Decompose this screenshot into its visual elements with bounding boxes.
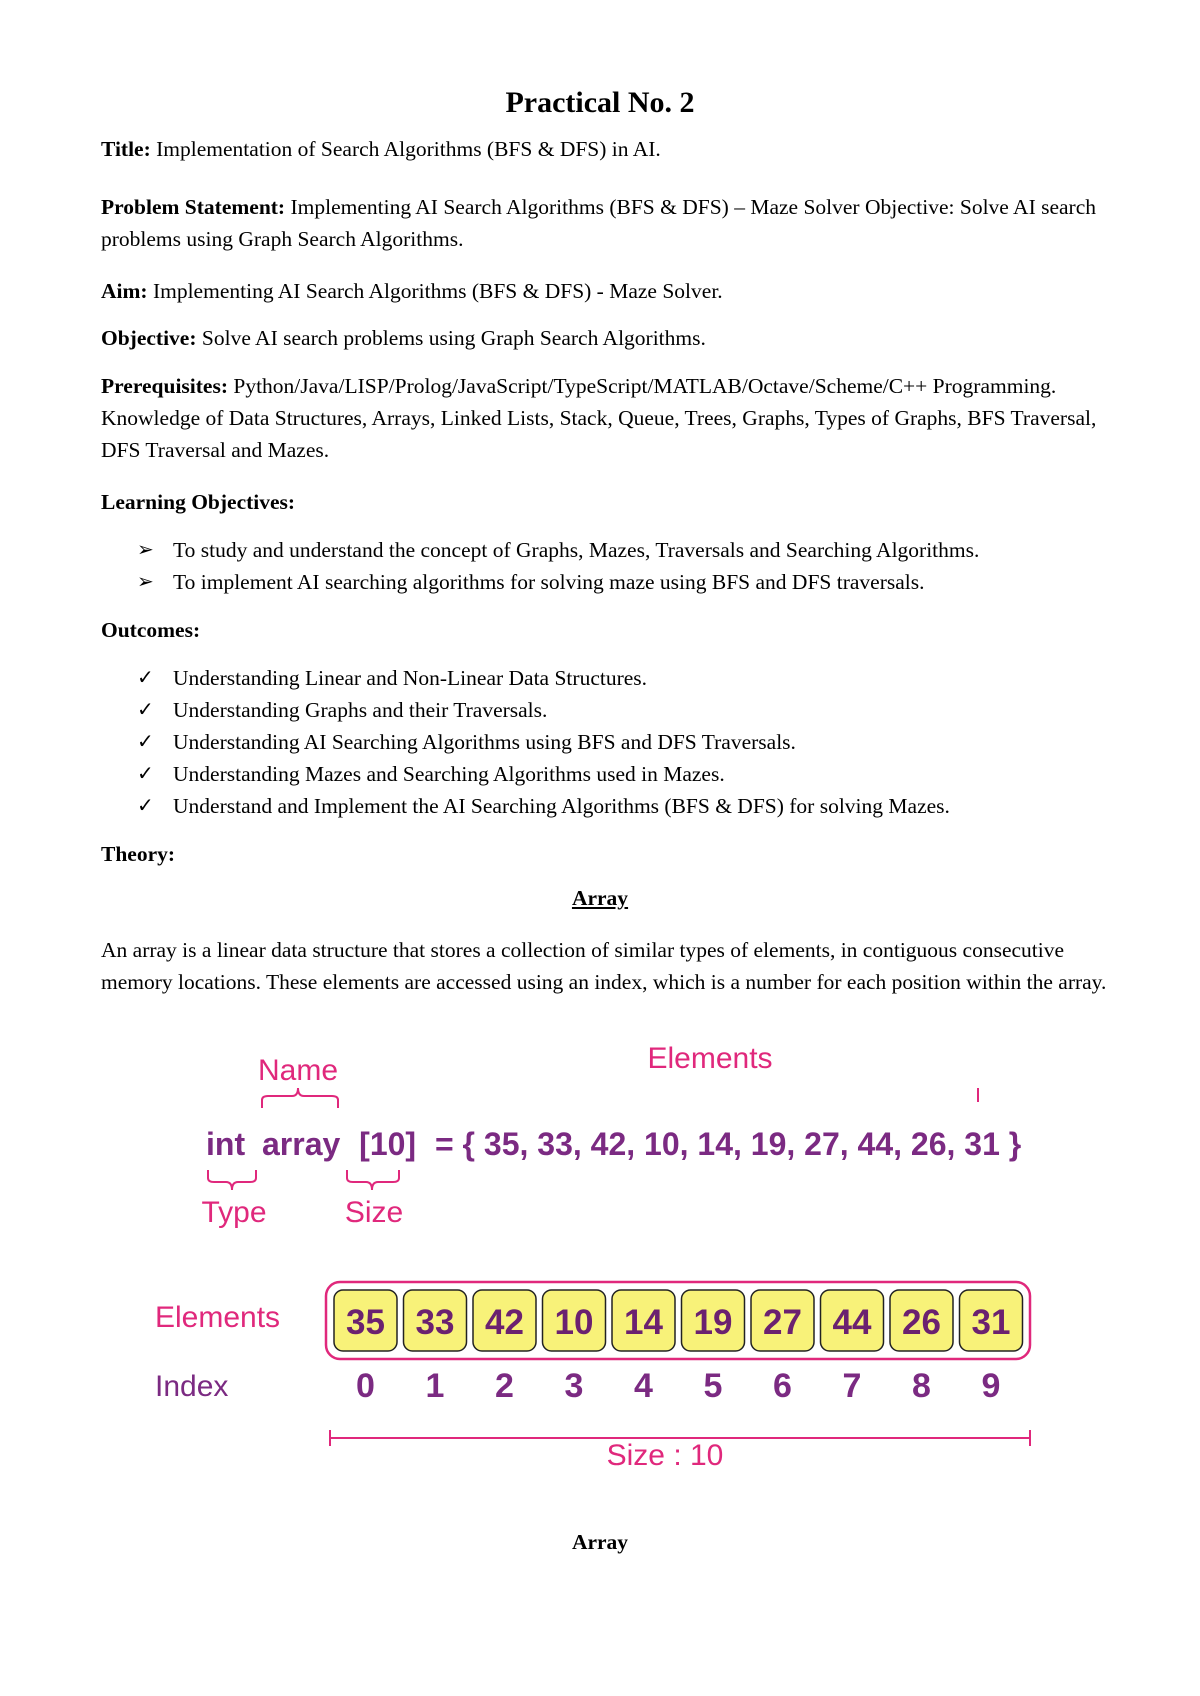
index-row-label: Index xyxy=(155,1370,229,1403)
array-index: 9 xyxy=(981,1367,1001,1405)
outcomes-list xyxy=(101,662,1141,822)
type-brace xyxy=(208,1170,256,1190)
checkmark-icon: ✓ xyxy=(137,795,154,817)
code-size: [10] xyxy=(359,1126,417,1162)
code-type: int xyxy=(206,1126,246,1162)
aim-field xyxy=(101,275,1141,307)
array-subheading: Array xyxy=(571,886,629,910)
list-item: ✓ Understanding AI Searching Algorithms using BFS and DFS Traversals. xyxy=(101,726,1141,758)
array-indices xyxy=(356,1367,1000,1405)
size-brace xyxy=(347,1170,399,1190)
name-label: Name xyxy=(257,1054,339,1087)
type-label: Type xyxy=(201,1196,267,1229)
checkmark-icon: ✓ xyxy=(137,763,154,785)
elements-row-label: Elements xyxy=(155,1301,281,1334)
outcomes-heading: Outcomes: xyxy=(101,618,201,642)
code-name: array xyxy=(261,1126,341,1162)
problem-text: Implementing AI Search Algorithms (BFS & DFS) – Maze Solver Objective: Solve AI search problems using Graph Search Algorithms. xyxy=(101,195,1097,251)
array-index: 1 xyxy=(425,1367,445,1405)
learning-objectives-list xyxy=(101,534,1141,598)
objective-label: Objective: xyxy=(101,326,197,350)
array-cells xyxy=(334,1290,1023,1351)
page-title: Practical No. 2 xyxy=(505,86,695,119)
size-label: Size xyxy=(344,1196,404,1229)
array-index: 4 xyxy=(634,1367,653,1405)
elements-top-label: Elements xyxy=(647,1042,773,1075)
array-index: 7 xyxy=(842,1367,862,1405)
list-item: ➢ To study and understand the concept of Graphs, Mazes, Traversals and Searching Algorithms. xyxy=(101,534,1141,566)
array-cell-value: 31 xyxy=(971,1303,1011,1342)
title-label: Title: xyxy=(101,137,151,161)
theory-heading: Theory: xyxy=(101,842,176,866)
array-cell-value: 14 xyxy=(624,1303,663,1342)
array-cell-value: 26 xyxy=(902,1303,941,1342)
checkmark-icon: ✓ xyxy=(137,699,154,721)
problem-label: Problem Statement: xyxy=(101,195,286,219)
title-field xyxy=(101,133,1141,165)
array-index: 0 xyxy=(356,1367,375,1405)
checkmark-icon: ✓ xyxy=(137,731,154,753)
array-cell-value: 10 xyxy=(554,1303,594,1342)
figure-caption: Array xyxy=(571,1530,629,1554)
array-paragraph: An array is a linear data structure that stores a collection of similar types of elements, in contiguous consecutive memory locations. These elements are accessed using an index, which is a number for each position within the array. xyxy=(101,938,1107,994)
list-item: ✓ Understanding Graphs and their Traversals. xyxy=(101,694,1141,726)
list-item: ✓ Understand and Implement the AI Searching Algorithms (BFS & DFS) for solving Mazes. xyxy=(101,790,1141,822)
array-cell-value: 19 xyxy=(693,1303,733,1342)
list-item: ✓ Understanding Linear and Non-Linear Data Structures. xyxy=(101,662,1141,694)
arrow-bullet-icon: ➢ xyxy=(137,571,154,593)
list-item: ➢ To implement AI searching algorithms for solving maze using BFS and DFS traversals. xyxy=(101,566,1141,598)
size-caption: Size : 10 xyxy=(606,1439,724,1472)
prerequisites-text: Python/Java/LISP/Prolog/JavaScript/TypeScript/MATLAB/Octave/Scheme/C++ Programming. Knowledge of Data Structures, Arrays, Linked Lists, Stack, Queue, Trees, Graphs, Types of Graphs, BFS Traversal, DFS Traversal and Mazes. xyxy=(101,374,1097,462)
array-cell-value: 42 xyxy=(485,1303,524,1342)
objective-text: Solve AI search problems using Graph Search Algorithms. xyxy=(196,326,706,350)
array-cell-value: 35 xyxy=(346,1303,385,1342)
array-index: 3 xyxy=(564,1367,584,1405)
learning-objectives-heading: Learning Objectives: xyxy=(101,490,296,514)
array-index: 2 xyxy=(495,1367,514,1405)
arrow-bullet-icon: ➢ xyxy=(137,539,154,561)
list-item: ✓ Understanding Mazes and Searching Algorithms used in Mazes. xyxy=(101,758,1141,790)
title-text: Implementation of Search Algorithms (BFS & DFS) in AI. xyxy=(150,137,661,161)
aim-label: Aim: xyxy=(101,279,148,303)
array-index: 8 xyxy=(912,1367,931,1405)
array-index: 6 xyxy=(773,1367,792,1405)
prerequisites-field xyxy=(101,370,1141,466)
aim-text: Implementing AI Search Algorithms (BFS & DFS) - Maze Solver. xyxy=(147,279,723,303)
array-diagram xyxy=(0,1040,1200,1480)
objective-field xyxy=(101,322,1141,354)
checkmark-icon: ✓ xyxy=(137,667,154,689)
problem-statement xyxy=(101,191,1141,255)
array-index: 5 xyxy=(703,1367,723,1405)
array-cell-value: 44 xyxy=(832,1303,872,1342)
code-line xyxy=(206,1126,1021,1162)
code-rest: = { 35, 33, 42, 10, 14, 19, 27, 44, 26, 31 } xyxy=(434,1126,1022,1162)
array-cell-value: 33 xyxy=(415,1303,455,1342)
prerequisites-label: Prerequisites: xyxy=(101,374,228,398)
array-cell-value: 27 xyxy=(763,1303,802,1342)
name-brace xyxy=(262,1088,338,1108)
